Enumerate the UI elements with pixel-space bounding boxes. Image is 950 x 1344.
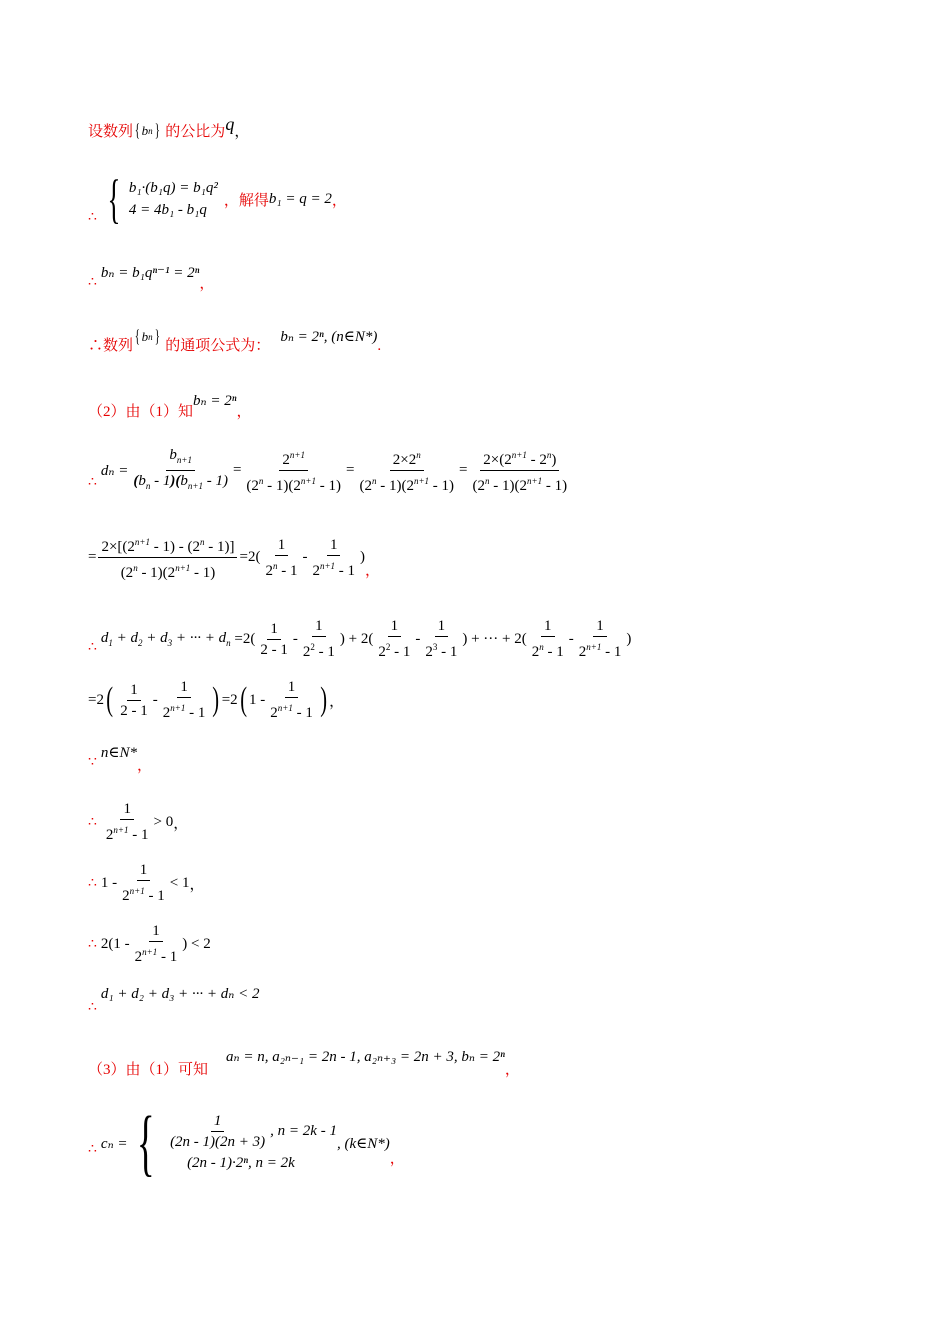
ratio-q: q <box>225 114 235 134</box>
line-13 <box>88 922 211 966</box>
equation: b₁·(b₁q) = b₁q² <box>128 180 218 196</box>
therefore-symbol: ∴ <box>88 1141 97 1157</box>
brace: { <box>136 1102 155 1184</box>
fraction: $\frac{2\times(2^{n+1} - 2^n)}{(2^n - 1)(2^{n+1} - 1)}$ <box>470 446 571 495</box>
line-9: =2 ( $\frac{1}{2 - 1}$ - $\frac{1}{2^{n+1} - 1}$ ) =2 ( 1 - $\frac{1}{2^{n+1} - 1}$ ) ， <box>88 679 345 721</box>
line-6: ∴ dₙ = $\frac{b_{n+1}}{(b_n - 1)(b_{n+1} - 1)}$ = $\frac{2^{n+1}}{(2^n - 1)(2^{n+1} - 1)}$ = $\frac{2\times 2^n}{(2^n - 1)(2^{n+1} - 1)}$ = $\frac{2\times(2^{n+1} - 2^n)}{(2^n - 1)(2^{n+1} - 1)}$ <box>88 446 572 495</box>
sequence-set: { b n } <box>134 326 160 346</box>
line-7: = $\frac{2\times[(2^{n+1} - 1) - (2^n - 1)]}{(2^n - 1)(2^{n+1} - 1)}$ =2( $\frac{1}{2^n - 1}$ - $\frac{1}{2^{n+1} - 1}$ ) ， <box>88 533 380 582</box>
equation: bₙ = 2ⁿ, (n∈N*) <box>280 329 378 345</box>
punct: ， <box>331 192 347 209</box>
equation: d₁ + d₂ + d₃ + ··· + dₙ < 2 <box>100 986 260 1002</box>
equation: bₙ = b₁qⁿ⁻¹ = 2ⁿ <box>100 265 200 281</box>
fraction: $\frac{1}{2^{n+1} - 1}$ <box>578 618 622 660</box>
prefix: 1 - <box>100 874 118 891</box>
fraction: $\frac{1}{2 - 1}$ <box>260 620 288 658</box>
piecewise <box>165 1112 337 1175</box>
therefore-symbol: ∴ <box>88 210 97 225</box>
prefix: 2(1 - <box>100 935 130 952</box>
text: 的通项公式为： <box>165 338 271 354</box>
lhs: dₙ = <box>100 463 129 479</box>
punct: . <box>377 338 382 354</box>
fraction: $\frac{1}{2^{n+1} - 1}$ <box>134 923 178 965</box>
fraction: $\frac{1}{2^2 - 1}$ <box>302 618 335 660</box>
therefore-symbol: ∴ <box>88 275 97 290</box>
because-symbol: ∵ <box>88 755 97 770</box>
equation: aₙ = n, a₂ₙ₋₁ = 2n - 1, a₂ₙ₊₃ = 2n + 3, bₙ = 2ⁿ <box>226 1049 505 1065</box>
line-2 <box>88 169 347 229</box>
text: ，解得 <box>223 192 269 209</box>
fraction: $\frac{1}{(2n - 1)(2n + 3)}$ <box>170 1112 266 1150</box>
relation: ) < 2 <box>182 935 211 952</box>
equation: 4 = 4b₁ - b₁q <box>128 202 207 218</box>
fraction: $\frac{1}{2^{n+1} - 1}$ <box>270 679 313 721</box>
line-3 <box>88 262 215 292</box>
punct: ， <box>329 693 345 710</box>
text: （2）由（1）知 <box>88 404 194 420</box>
text: ∴数列 <box>88 338 134 354</box>
relation: > 0 <box>153 813 174 830</box>
line-14 <box>88 984 260 1015</box>
result: b₁ = q = 2 <box>268 190 332 207</box>
therefore-symbol: ∴ <box>88 936 97 952</box>
sequence-set: { b n } <box>134 120 160 140</box>
punct: ， <box>236 404 252 420</box>
line-5 <box>88 390 252 420</box>
line-15 <box>88 1046 520 1078</box>
text: 设数列 <box>88 124 134 140</box>
fraction: $\frac{1}{2^n - 1}$ <box>531 618 564 660</box>
text: （3）由（1）可知 <box>88 1062 209 1078</box>
fraction: $\frac{b_{n+1}}{(b_n - 1)(b_{n+1} - 1)}$ <box>133 447 228 491</box>
lhs: cₙ = <box>100 1135 128 1152</box>
punct: ， <box>504 1062 520 1078</box>
fraction: $\frac{1}{2^3 - 1}$ <box>425 618 458 660</box>
fraction: $\frac{2\times[(2^{n+1} - 1) - (2^n - 1)]}{(2^n - 1)(2^{n+1} - 1)}$ <box>98 533 237 582</box>
line-12 <box>88 861 204 905</box>
fraction: $\frac{1}{2^{n+1} - 1}$ <box>162 679 206 721</box>
relation: < 1 <box>169 874 190 891</box>
case-condition: , n = 2k - 1 <box>270 1123 337 1139</box>
text: 的公比为 <box>165 124 226 140</box>
punct: ， <box>189 876 205 893</box>
punct: ， <box>234 124 250 140</box>
therefore-symbol: ∴ <box>88 475 97 490</box>
punct: ， <box>365 563 381 579</box>
equation: bₙ = 2ⁿ <box>193 393 237 409</box>
punct: ， <box>137 758 153 774</box>
line-4 <box>88 326 382 354</box>
domain: , (k∈N*) <box>336 1135 390 1152</box>
brace: { <box>107 169 121 229</box>
equation: n∈N* <box>100 745 138 761</box>
fraction: $\frac{1}{2 - 1}$ <box>120 681 148 719</box>
fraction: $\frac{1}{2^2 - 1}$ <box>378 618 411 660</box>
system <box>129 177 218 221</box>
fraction: $\frac{2^{n+1}}{(2^n - 1)(2^{n+1} - 1)}$ <box>243 446 344 495</box>
therefore-symbol: ∴ <box>88 875 97 891</box>
punct: ， <box>389 1150 405 1167</box>
fraction: $\frac{1}{2^n - 1}$ <box>265 536 298 579</box>
line-16 <box>88 1102 405 1184</box>
line-1 <box>88 114 250 141</box>
fraction: $\frac{2\times 2^n}{(2^n - 1)(2^{n+1} - 1)}$ <box>356 446 457 495</box>
fraction: $\frac{1}{2^{n+1} - 1}$ <box>105 801 149 843</box>
line-8: ∴ $d_1 + d_2 + d_3$ + ··· + $d_n$ =2( $\frac{1}{2 - 1}$ - $\frac{1}{2^2 - 1}$ ) + 2( $\frac{1}{2^2 - 1}$ - $\frac{1}{2^3 - 1}$ ) + ··· + 2( $\frac{1}{2^n - 1}$ - $\frac{1}{2^{n+1} - 1}$ ) <box>88 618 632 660</box>
line-11 <box>88 800 188 844</box>
punct: ， <box>173 815 189 832</box>
line-10 <box>88 742 153 774</box>
case-2: (2n - 1)·2ⁿ, n = 2k <box>187 1154 295 1171</box>
therefore-symbol: ∴ <box>88 639 97 655</box>
fraction: $\frac{1}{2^{n+1} - 1}$ <box>312 536 356 579</box>
therefore-symbol: ∴ <box>88 1000 97 1015</box>
fraction: $\frac{1}{2^{n+1} - 1}$ <box>122 862 165 904</box>
therefore-symbol: ∴ <box>88 814 97 830</box>
punct: ， <box>199 276 215 292</box>
